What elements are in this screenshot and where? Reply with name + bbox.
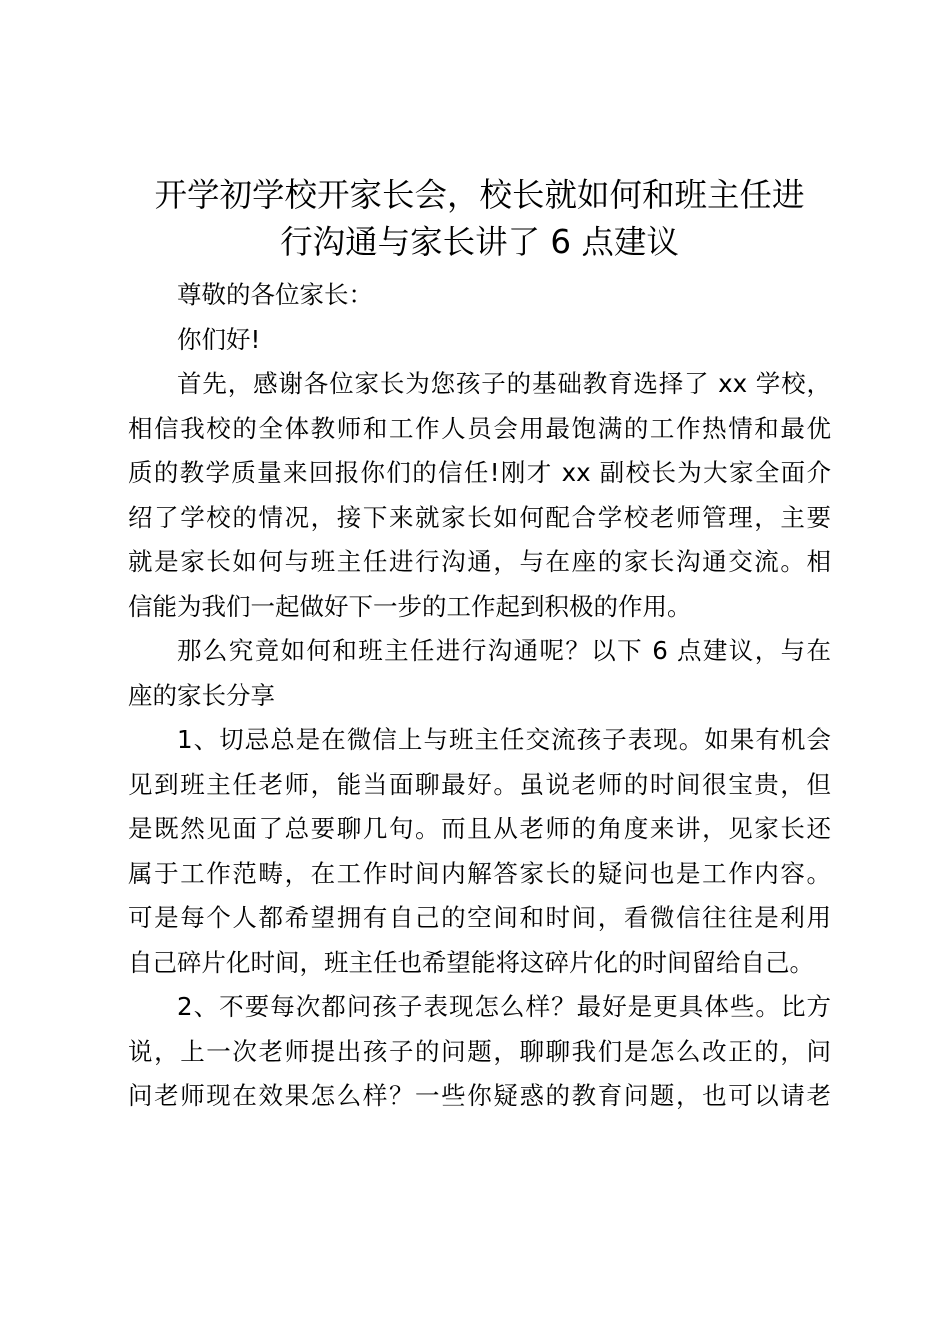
- question-paragraph: [128, 629, 831, 718]
- text-line: 属于工作范畴，在工作时间内解答家长的疑问也是工作内容。: [128, 858, 831, 888]
- text-line: 可是每个人都希望拥有自己的空间和时间，看微信往往是利用: [128, 903, 831, 932]
- text-line: 见到班主任老师，能当面聊最好。虽说老师的时间很宝贵，但: [128, 769, 831, 799]
- text-line: 问老师现在效果怎么样？一些你疑惑的教育问题，也可以请老: [128, 1081, 831, 1110]
- document-title: [128, 172, 831, 266]
- salutation-paragraph: [128, 273, 831, 318]
- text-line: 就是家长如何与班主任进行沟通，与在座的家长沟通交流。相: [128, 547, 831, 576]
- text-line: 绍了学校的情况，接下来就家长如何配合学校老师管理，主要: [128, 502, 831, 532]
- text-line: 首先，感谢各位家长为您孩子的基础教育选择了 xx 学校，: [177, 369, 831, 398]
- document-page: [128, 172, 831, 1119]
- text-line: 1、切忌总是在微信上与班主任交流孩子表现。如果有机会: [177, 725, 831, 754]
- text-line: 质的教学质量来回报你们的信任!刚才 xx 副校长为大家全面介: [128, 458, 831, 487]
- text-line: 是既然见面了总要聊几句。而且从老师的角度来讲，见家长还: [128, 814, 831, 843]
- suggestion-1-paragraph: [128, 718, 831, 985]
- document-body: [128, 273, 831, 1119]
- text-line: 相信我校的全体教师和工作人员会用最饱满的工作热情和最优: [128, 413, 831, 443]
- text-line: 你们好!: [177, 324, 261, 354]
- text-line: 说，上一次老师提出孩子的问题，聊聊我们是怎么改正的，问: [128, 1036, 831, 1066]
- text-line: 尊敬的各位家长：: [177, 280, 373, 309]
- greeting-paragraph: [128, 318, 831, 363]
- title-line-1: 开学初学校开家长会，校长就如何和班主任进: [154, 176, 805, 214]
- text-line: 自己碎片化时间，班主任也希望能将这碎片化的时间留给自己。: [128, 947, 814, 977]
- title-line-2: 行沟通与家长讲了 6 点建议: [280, 223, 679, 261]
- intro-paragraph: [128, 362, 831, 629]
- text-line: 那么究竟如何和班主任进行沟通呢？以下 6 点建议，与在: [177, 636, 831, 665]
- text-line: 信能为我们一起做好下一步的工作起到积极的作用。: [128, 591, 692, 621]
- text-line: 座的家长分享: [128, 680, 275, 710]
- text-line: 2、不要每次都问孩子表现怎么样？最好是更具体些。比方: [177, 992, 831, 1021]
- suggestion-2-paragraph: [128, 985, 831, 1119]
